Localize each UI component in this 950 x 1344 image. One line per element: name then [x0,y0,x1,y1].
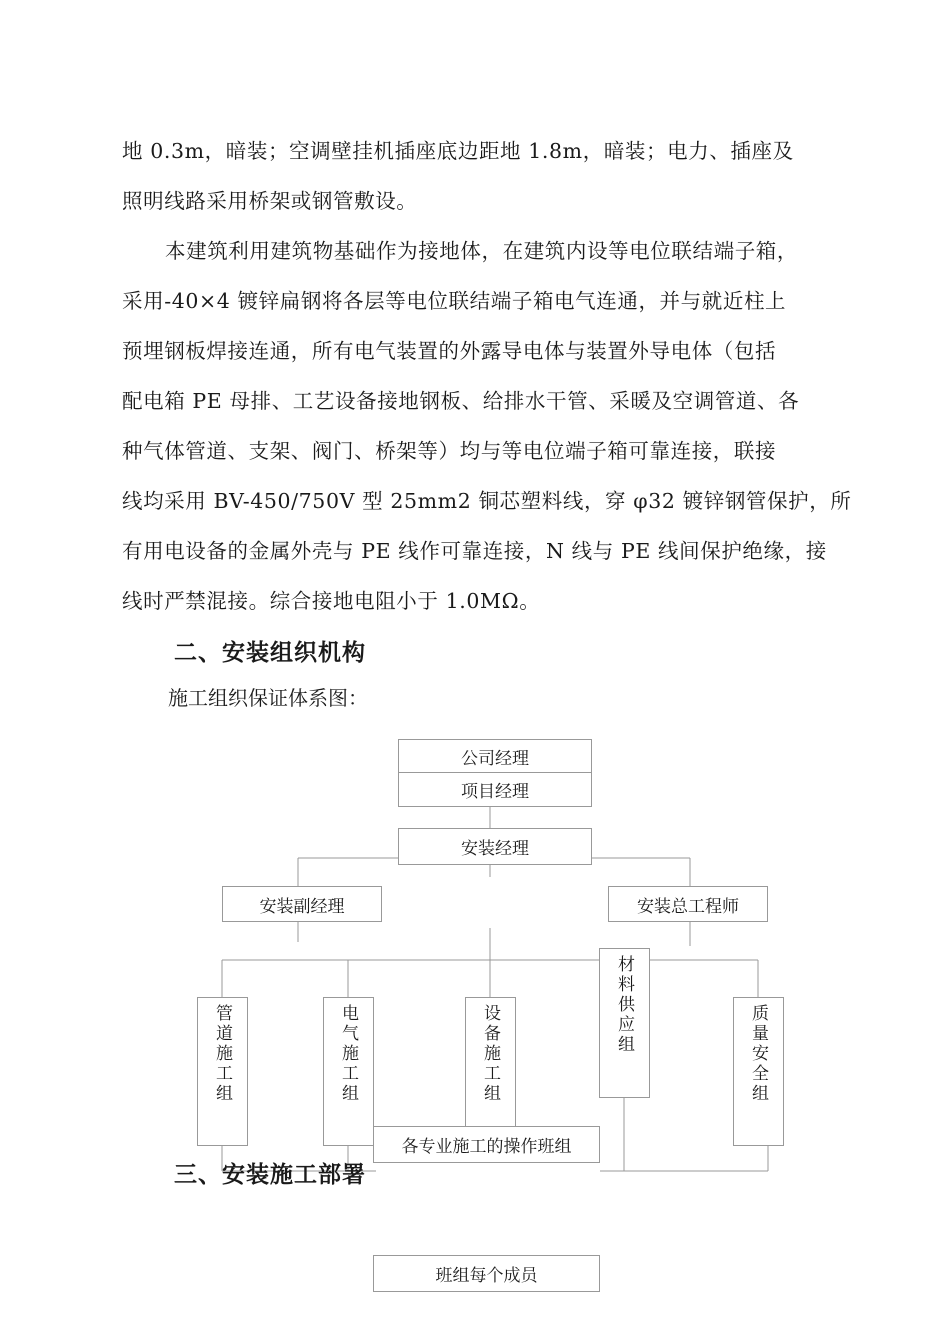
text-line: 线时严禁混接。综合接地电阻小于 1.0MΩ。 [122,589,541,613]
members-box: 班组每个成员 [373,1255,600,1292]
electric-group-box: 电气施工组 [323,997,374,1146]
quality-group-box: 质量安全组 [733,997,784,1146]
section-heading-organization: 二、安装组织机构 [174,640,366,666]
text-line: 种气体管道、支架、阀门、桥架等）均与等电位端子箱可靠连接，联接 [122,439,777,463]
text-line: 采用-40×4 镀锌扁钢将各层等电位联结端子箱电气连通，并与就近柱上 [122,289,787,313]
text-line: 配电箱 PE 母排、工艺设备接地钢板、给排水干管、采暖及空调管道、各 [122,389,800,413]
pipe-group-box: 管道施工组 [197,997,248,1146]
teams-box: 各专业施工的操作班组 [373,1126,600,1163]
equipment-group-box: 设备施工组 [465,997,516,1127]
text-line: 线均采用 BV-450/750V 型 25mm2 铜芯塑料线，穿 φ32 镀锌钢管保护，所 [122,489,852,513]
text-line: 有用电设备的金属外壳与 PE 线作可靠连接，N 线与 PE 线间保护绝缘，接 [122,539,827,563]
section-heading-deployment: 三、安装施工部署 [174,1162,366,1188]
material-group-box: 材料供应组 [599,948,650,1098]
text-line: 预埋钢板焊接连通，所有电气装置的外露导电体与装置外导电体（包括 [122,339,777,363]
text-line: 照明线路采用桥架或钢管敷设。 [122,189,418,213]
deputy-manager-box: 安装副经理 [222,886,382,922]
company-manager-box: 公司经理 [398,739,592,773]
chief-engineer-box: 安装总工程师 [608,886,768,922]
install-manager-box: 安装经理 [398,828,592,865]
project-manager-box: 项目经理 [398,772,592,807]
text-line: 地 0.3m，暗装；空调壁挂机插座底边距地 1.8m，暗装；电力、插座及 [122,139,794,163]
org-chart-caption: 施工组织保证体系图： [168,686,368,710]
text-line: 本建筑利用建筑物基础作为接地体，在建筑内设等电位联结端子箱， [165,239,798,263]
